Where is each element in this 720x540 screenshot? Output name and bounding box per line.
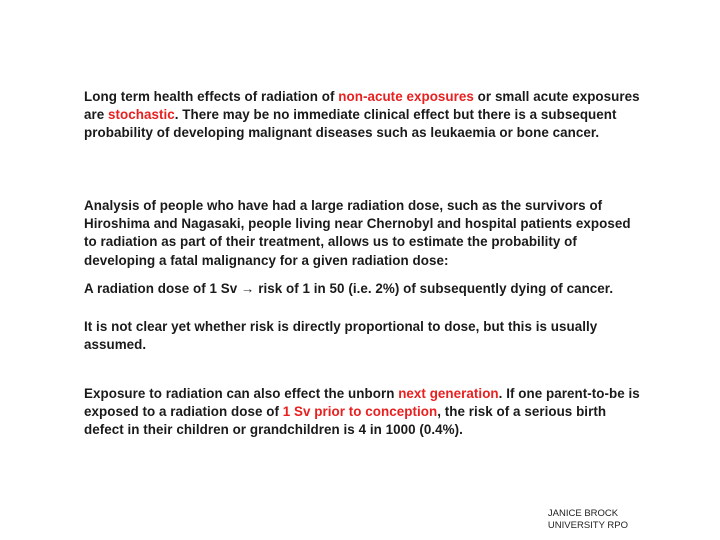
text-segment: , the risk of a serious birth defect in their children or grandchildren is 4 in 1000 (0.4%). [84,404,607,438]
highlight-1sv-prior-to-conception: 1 Sv prior to conception [282,404,438,420]
highlight-stochastic: stochastic [108,107,175,123]
text-segment: . There may be no immediate clinical effect but there is a subsequent probability of developing malignant diseases such as leukaemia or bone cancer. [84,107,617,141]
text-segment: Long term health effects of radiation of [84,89,339,104]
highlight-non-acute-exposures: non-acute exposures [338,89,474,104]
text-segment: or small acute exposures are [84,89,640,123]
footer-affiliation: UNIVERSITY RPO [547,520,628,531]
text-segment: Exposure to radiation can also effect the unborn [84,386,399,401]
paragraph-stochastic-effects [84,88,644,143]
footer-author-name: JANICE BROCK [547,508,619,519]
paragraph-proportionality: It is not clear yet whether risk is directly proportional to dose, but this is usually assumed. [84,319,598,353]
paragraph-analysis: Analysis of people who have had a large radiation dose, such as the survivors of Hiroshima and Nagasaki, people living near Chernobyl and hospital patients exposed to radiation as part of their treatment, allows us to estimate the probability of developing a fatal malignancy for a given radiation dose: [84,198,631,268]
author-footer [548,508,628,532]
highlight-next-generation: next generation [398,386,499,401]
paragraph-next-generation [84,385,644,440]
paragraph-risk-statement: A radiation dose of 1 Sv → risk of 1 in 50 (i.e. 2%) of subsequently dying of cancer. [84,281,614,296]
text-segment: . If one parent-to-be is exposed to a radiation dose of [84,386,640,420]
